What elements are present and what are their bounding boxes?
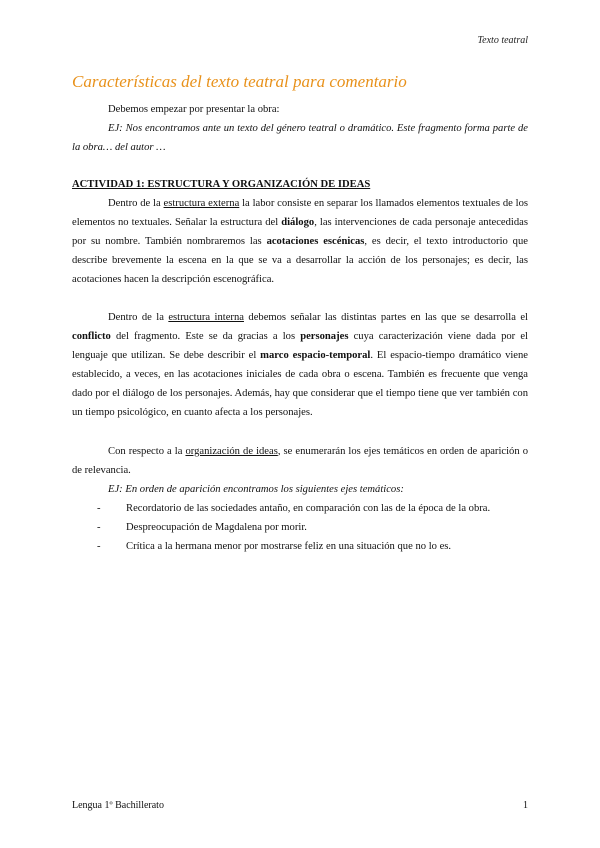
intro-section xyxy=(72,100,528,157)
p2-text-a: Dentro de la xyxy=(108,312,169,323)
p2-text-c: del fragmento. Este se da gracias a los xyxy=(110,331,301,342)
list-item xyxy=(72,518,528,537)
p1-text-c: , las intervenciones de cada personaje antecedidas por su nombre. También nombraremos las xyxy=(72,217,528,247)
p2-underline-internal: estructura interna xyxy=(168,312,244,323)
p2-text-b: debemos señalar las distintas partes en las que se desarrolla el xyxy=(243,312,529,323)
intro-example: EJ: Nos encontramos ante un texto del género teatral o dramático. Este fragmento forma parte de la obra… del autor … xyxy=(72,123,528,153)
p2-bold-conflicto: conflicto xyxy=(72,331,111,342)
paragraph-internal-structure xyxy=(72,308,528,422)
p3-text-b: , se enumerarán los ejes temáticos en orden de aparición o de relevancia. xyxy=(72,446,528,476)
p2-text-e: . El espacio-tiempo dramático viene establecido, a veces, en las acotaciones iniciales de cada obra o escena. También es frecuente que venga dado por el diálogo de los personajes. Además, hay que considerar que el tiempo tiene que ver también con un tiempo psicológico, en cuanto afecta a los personajes. xyxy=(72,350,529,418)
bullet-dash: - xyxy=(97,503,101,514)
bullet-dash: - xyxy=(97,541,101,552)
document-title: Características del texto teatral para comentario xyxy=(72,72,407,91)
footer-page-number: 1 xyxy=(523,800,528,811)
p3-underline-organization: organización de ideas xyxy=(185,446,278,457)
activity-heading-block xyxy=(72,175,528,194)
bullet-dash: - xyxy=(97,522,101,533)
themes-list xyxy=(72,499,528,556)
list-item-text: Recordatorio de las sociedades antaño, en comparación con las de la época de la obra. xyxy=(126,503,491,514)
p1-text-a: Dentro de la xyxy=(108,198,164,209)
p2-bold-personajes: personajes xyxy=(300,331,349,342)
paragraph-organization xyxy=(72,442,528,480)
p1-bold-acotaciones: acotaciones escénicas xyxy=(266,236,365,247)
p2-text-d: cuya caracterización viene dada por el lenguaje que utilizan. Se debe describir el xyxy=(72,331,528,361)
running-header: Texto teatral xyxy=(477,35,528,46)
footer-course: Lengua 1º Bachillerato xyxy=(72,800,164,811)
p3-text-a: Con respecto a la xyxy=(108,446,186,457)
list-item-text: Crítica a la hermana menor por mostrarse feliz en una situación que no lo es. xyxy=(126,541,452,552)
organization-example: EJ: En orden de aparición encontramos los siguientes ejes temáticos: xyxy=(108,484,404,495)
list-item xyxy=(72,499,528,518)
activity-heading: ACTIVIDAD 1: ESTRUCTURA Y ORGANIZACIÓN DE IDEAS xyxy=(72,179,371,190)
p1-text-d: , es decir, el texto introductorio que describe brevemente la escena en la que se va a desarrollar la acción de los personajes; es decir, las acotaciones hacen la descripción escenográfica. xyxy=(72,236,528,285)
paragraph-external-structure xyxy=(72,194,528,289)
p1-underline-external: estructura externa xyxy=(163,198,240,209)
p1-bold-dialogo: diálogo xyxy=(281,217,315,228)
list-item xyxy=(72,537,528,556)
list-item-text: Despreocupación de Magdalena por morir. xyxy=(126,522,307,533)
intro-line: Debemos empezar por presentar la obra: xyxy=(108,104,280,115)
p2-bold-marco: marco espacio-temporal xyxy=(260,350,371,361)
p1-text-b: la labor consiste en separar los llamados elementos textuales de los elementos no textuales. Señalar la estructura del xyxy=(72,198,529,228)
